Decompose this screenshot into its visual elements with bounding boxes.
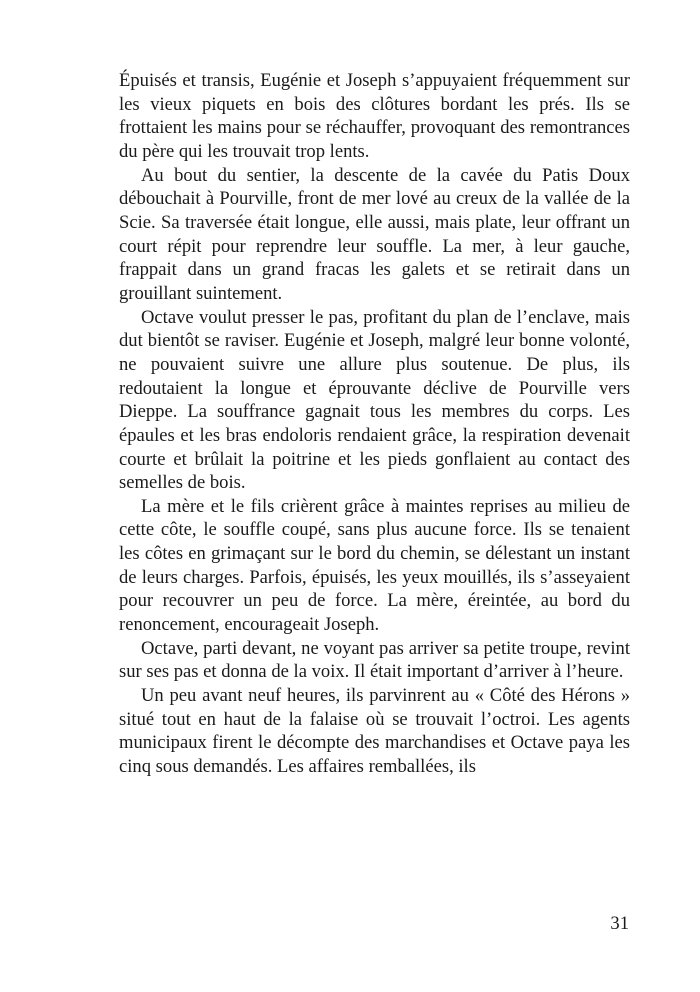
paragraph-1: Épuisés et transis, Eugénie et Joseph s’appuyaient fréquemment sur les vieux piquets en bois des clôtures bordant les prés. Ils se frottaient les mains pour se réchauffer, provoquant des remontrances du père qui les trouvait trop lents. — [119, 70, 630, 162]
body-text — [119, 69, 630, 779]
paragraph-3: Octave voulut presser le pas, profitant du plan de l’enclave, mais dut bientôt se raviser. Eugénie et Joseph, malgré leur bonne volonté, ne pouvaient suivre une allure plus soutenue. De plus, ils redoutaient la longue et éprouvante déclive de Pourville vers Dieppe. La souffrance gagnait tous les membres du corps. Les épaules et les bras endoloris rendaient grâce, la respiration devenait courte et brûlait la poitrine et les pieds gonflaient au contact des semelles de bois. — [119, 306, 630, 494]
page-number: 31 — [610, 913, 629, 934]
paragraph-6: Un peu avant neuf heures, ils parvinrent au « Côté des Hérons » situé tout en haut de la falaise où se trouvait l’octroi. Les agents municipaux firent le décompte des marchandises et Octave paya les cinq sous demandés. Les affaires remballées, ils — [119, 685, 630, 778]
paragraph-4: La mère et le fils crièrent grâce à maintes reprises au milieu de cette côte, le souffle coupé, sans plus aucune force. Ils se tenaient les côtes en grimaçant sur le bord du chemin, se délestant un instant de leurs charges. Parfois, épuisés, les yeux mouillés, ils s’asseyaient pour recouvrer un peu de force. La mère, éreintée, au bord du renoncement, encourageait Joseph. — [119, 495, 630, 636]
paragraph-2: Au bout du sentier, la descente de la cavée du Patis Doux débouchait à Pourville, front de mer lové au creux de la vallée de la Scie. Sa traversée était longue, elle aussi, mais plate, leur offrant un court répit pour reprendre leur souffle. La mer, à leur gauche, frappait dans un grand fracas les galets et se retirait dans un grouillant suintement. — [119, 164, 630, 304]
paragraph-5: Octave, parti devant, ne voyant pas arriver sa petite troupe, revint sur ses pas et donna de la voix. Il était important d’arriver à l’heure. — [119, 637, 630, 683]
